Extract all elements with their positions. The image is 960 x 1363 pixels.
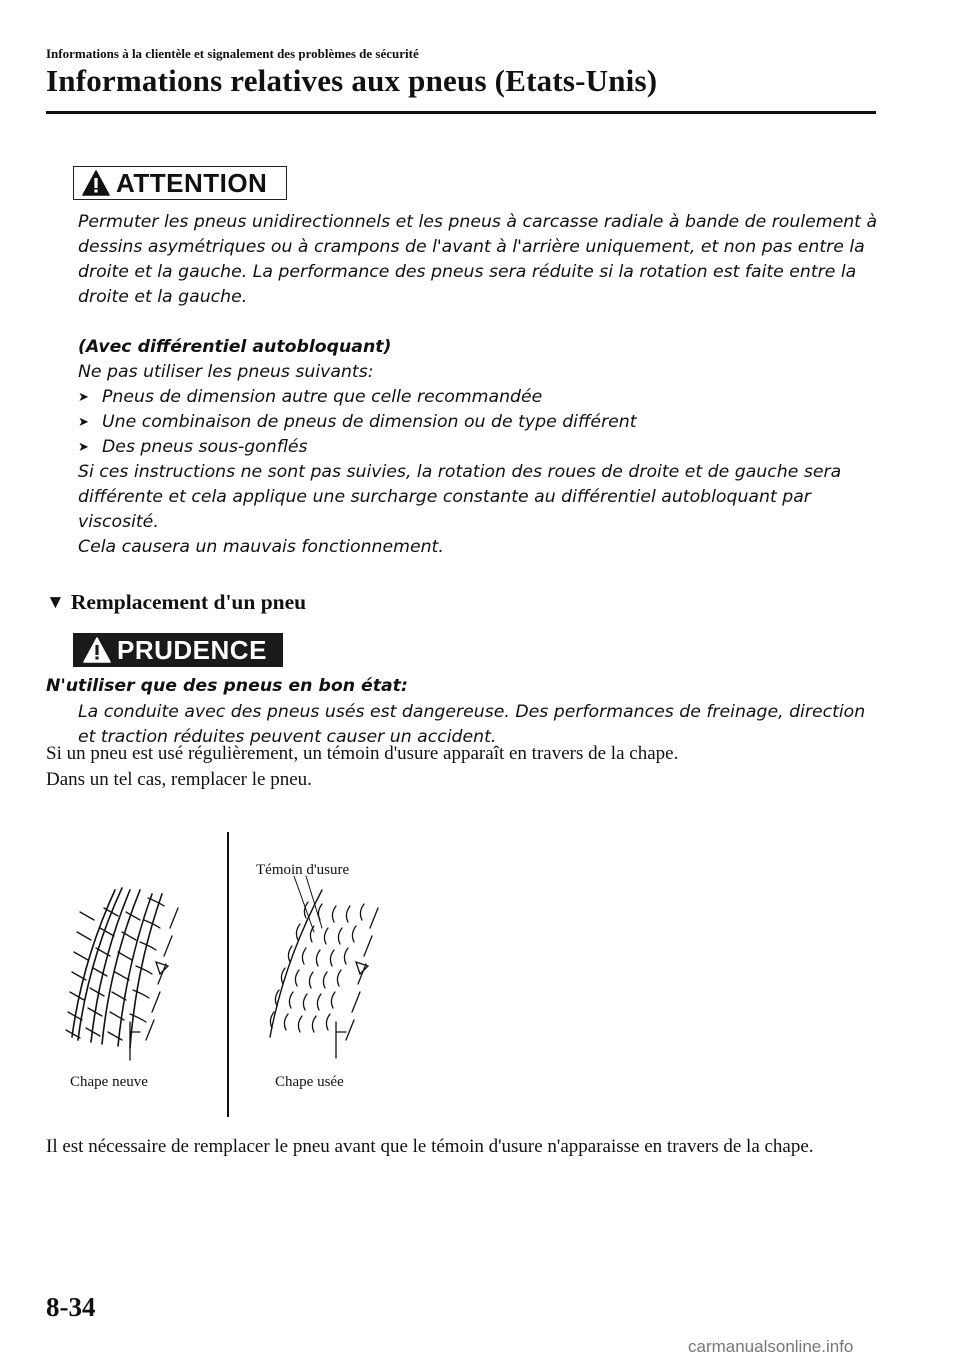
arrow-bullet-icon: ➤ (78, 390, 89, 405)
page-title: Informations relatives aux pneus (Etats-Unis) (46, 63, 658, 98)
attention-body (78, 210, 888, 560)
section-header: Informations à la clientèle et signalement des problèmes de sécurité (46, 46, 419, 61)
prudence-badge (73, 633, 283, 667)
list-item: ➤ Des pneus sous-gonflés (78, 435, 888, 460)
attention-intro: Ne pas utiliser les pneus suivants: (78, 362, 374, 382)
paragraph: Il est nécessaire de remplacer le pneu avant que le témoin d'usure n'apparaisse en travers de la chape. (46, 1136, 814, 1157)
title-rule (46, 111, 876, 114)
page-number: 8-34 (46, 1292, 96, 1322)
attention-condition: (Avec différentiel autobloquant) (78, 337, 392, 357)
down-triangle-icon: ▼ (46, 591, 65, 613)
watermark: carmanualsonline.info (688, 1337, 854, 1356)
prudence-heading: N'utiliser que des pneus en bon état: (46, 676, 408, 696)
label-worn-tread: Chape usée (275, 1074, 344, 1090)
tread-wear-figure (60, 832, 420, 1122)
warning-triangle-icon (82, 170, 110, 196)
prudence-label: PRUDENCE (117, 634, 267, 665)
arrow-bullet-icon: ➤ (78, 440, 89, 455)
attention-badge (73, 166, 287, 200)
arrow-bullet-icon: ➤ (78, 415, 89, 430)
warning-triangle-icon (83, 637, 111, 663)
attention-label: ATTENTION (116, 167, 268, 198)
label-new-tread: Chape neuve (70, 1074, 148, 1090)
list-item: ➤ Une combinaison de pneus de dimension ou de type différent (78, 410, 888, 435)
list-item: ➤ Pneus de dimension autre que celle recommandée (78, 385, 888, 410)
attention-consequence: Si ces instructions ne sont pas suivies, la rotation des roues de droite et de gauche sera différente et cela applique une surcharge constante au différentiel autobloquant par viscosité. (78, 462, 842, 532)
attention-paragraph: Permuter les pneus unidirectionnels et les pneus à carcasse radiale à bande de roulement à dessins asymétriques ou à crampons de l'avant à l'arrière uniquement, et non pas entre la droite et la gauche. La performance des pneus sera réduite si la rotation est faite entre la droite et la gauche. (78, 212, 878, 307)
paragraph: Si un pneu est usé régulièrement, un témoin d'usure apparaît en travers de la chape. Dans un tel cas, remplacer le pneu. (46, 743, 679, 790)
attention-result: Cela causera un mauvais fonctionnement. (78, 537, 444, 557)
prudence-body: La conduite avec des pneus usés est dangereuse. Des performances de freinage, direction et traction réduites peuvent causer un accident. (78, 702, 866, 747)
label-wear-indicator: Témoin d'usure (256, 862, 350, 878)
section-heading: ▼ Remplacement d'un pneu (46, 590, 307, 614)
